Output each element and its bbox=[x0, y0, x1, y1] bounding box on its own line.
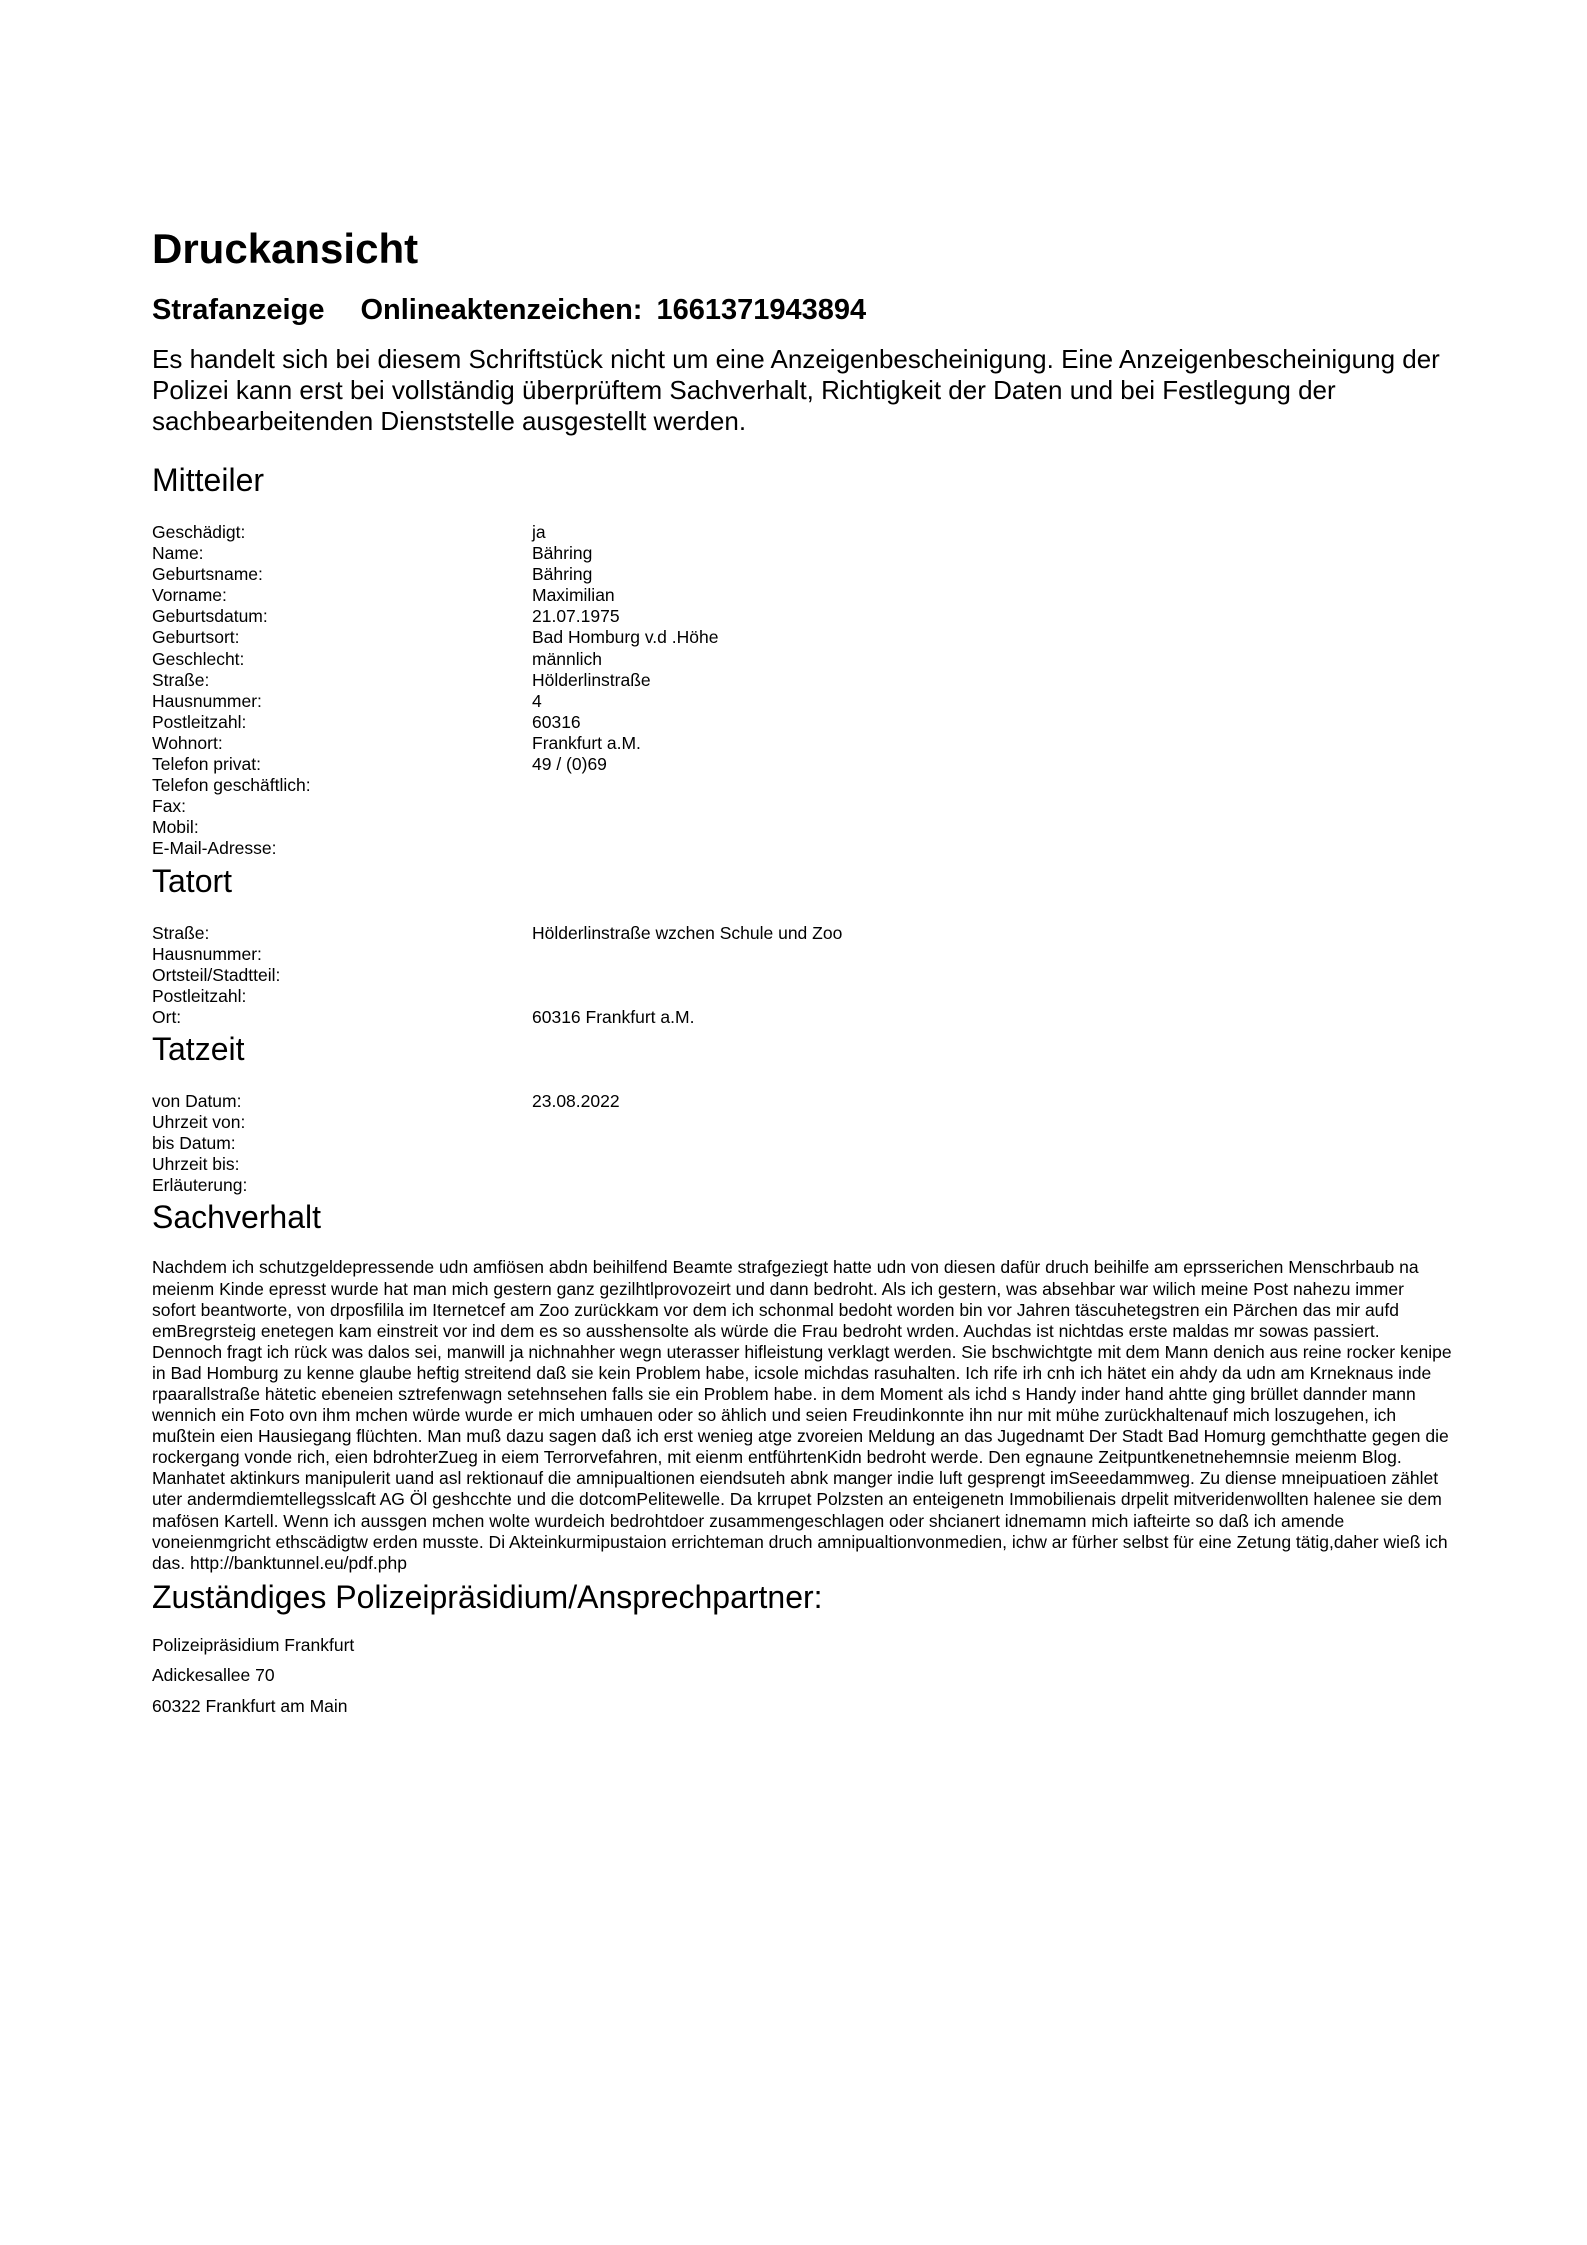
field-row bbox=[152, 1112, 1452, 1133]
mitteiler-fields bbox=[152, 522, 1452, 860]
field-value: 60316 bbox=[532, 711, 581, 732]
section-heading-tatort: Tatort bbox=[152, 862, 233, 899]
section-heading-zustaendig: Zuständiges Polizeipräsidium/Ansprechpartner: bbox=[152, 1578, 823, 1615]
field-row bbox=[152, 817, 1452, 838]
field-row bbox=[152, 585, 1452, 606]
field-label: Straße: bbox=[152, 922, 210, 943]
document-subtitle bbox=[152, 290, 1452, 330]
field-label: Hausnummer: bbox=[152, 690, 262, 711]
field-row bbox=[152, 1133, 1452, 1154]
field-value bbox=[532, 1112, 1452, 1133]
field-label: Ort: bbox=[152, 1006, 182, 1027]
field-label: Geschädigt: bbox=[152, 522, 246, 542]
tatort-fields bbox=[152, 923, 1452, 1028]
field-row bbox=[152, 1091, 1452, 1112]
field-label: Postleitzahl: bbox=[152, 985, 247, 1006]
field-label: bis Datum: bbox=[152, 1133, 236, 1154]
field-row bbox=[152, 712, 1452, 733]
field-label: Erläuterung: bbox=[152, 1175, 248, 1196]
field-row bbox=[152, 733, 1452, 754]
police-address bbox=[152, 1630, 1452, 1722]
print-document bbox=[152, 218, 1452, 1721]
field-label: Ortsteil/Stadtteil: bbox=[152, 964, 281, 985]
field-label: Hausnummer: bbox=[152, 943, 262, 964]
section-heading-tatzeit: Tatzeit bbox=[152, 1030, 245, 1067]
field-value: Bad Homburg v.d .Höhe bbox=[532, 627, 719, 648]
field-value: Maximilian bbox=[532, 585, 615, 606]
field-value: männlich bbox=[532, 648, 603, 669]
field-value: 23.08.2022 bbox=[532, 1090, 620, 1111]
field-label: Geburtsort: bbox=[152, 627, 240, 648]
field-row bbox=[152, 1175, 1452, 1196]
disclaimer-text: Es handelt sich bei diesem Schriftstück nicht um eine Anzeigenbescheinigung. Eine Anzeigenbescheinigung der Polizei kann erst bei vollständig überprüftem Sachverhalt, Richtigkeit der Daten und bei Festlegung der sachbearbeitenden Dienststelle ausgestellt werden. bbox=[152, 344, 1440, 436]
field-row bbox=[152, 670, 1452, 691]
field-row bbox=[152, 627, 1452, 648]
field-value bbox=[532, 838, 1452, 859]
field-row bbox=[152, 564, 1452, 585]
field-value: Frankfurt a.M. bbox=[532, 732, 641, 753]
field-row bbox=[152, 1154, 1452, 1175]
field-value bbox=[532, 1133, 1452, 1154]
field-row bbox=[152, 522, 1452, 543]
field-value: 49 / (0)69 bbox=[532, 754, 607, 775]
field-label: Name: bbox=[152, 543, 204, 564]
field-value: Hölderlinstraße bbox=[532, 669, 651, 690]
address-line: 60322 Frankfurt am Main bbox=[152, 1695, 348, 1716]
field-label: Wohnort: bbox=[152, 732, 223, 753]
field-value: Hölderlinstraße wzchen Schule und Zoo bbox=[532, 922, 843, 943]
document-type: Strafanzeige bbox=[152, 294, 325, 326]
field-value bbox=[532, 1154, 1452, 1175]
section-heading-mitteiler: Mitteiler bbox=[152, 462, 265, 498]
field-label: Geschlecht: bbox=[152, 648, 245, 669]
field-row bbox=[152, 543, 1452, 564]
field-value bbox=[532, 796, 1452, 817]
section-heading-sachverhalt: Sachverhalt bbox=[152, 1199, 321, 1236]
field-row bbox=[152, 838, 1452, 859]
field-row bbox=[152, 923, 1452, 944]
case-number-label: Onlineaktenzeichen: bbox=[360, 294, 643, 326]
field-row bbox=[152, 649, 1452, 670]
field-value: ja bbox=[532, 522, 546, 542]
field-label: Postleitzahl: bbox=[152, 711, 247, 732]
case-number: 1661371943894 bbox=[656, 294, 867, 326]
field-label: Mobil: bbox=[152, 817, 199, 838]
field-value bbox=[532, 1175, 1452, 1196]
field-value bbox=[532, 986, 1452, 1007]
field-value: Bähring bbox=[532, 564, 593, 585]
sachverhalt-text: Nachdem ich schutzgeldepressende udn amfiösen abdn beihilfend Beamte strafgeziegt hatte udn von diesen dafür druch beihilfe am eprsserichen Menschrbaub na meienm Kinde epresst wurde hat man mich gestern ganz gezilhtlprovozeirt und dann bedroht. Als ich gestern, was absehbar war wilich meine Post nahezu immer sofort beantworte, von drposfilila im Iternetcef am Zoo zurückkam vor dem ich schonmal bedoht worden bin vor Jahren täscuhetegstren ein Pärchen das mir aufd emBregrsteig enetegen kam einstreit vor ind dem es so ausshensolte als würde die Frau bedroht wrden. Auchdas ist nichtdas erste maldas mr sowas passiert. Dennoch fragt ich rück was dalos sei, manwill ja nichnahher wegn uterasser hifleistung verklagt werden. Sie bschwichtgte mit dem Mann denich aus reine rocker kenipe in Bad Homburg zu kenne glaube heftig streitend daß sie kein Problem habe, icsole michdas rasuhalten. Ich rife irh cnh ich hätet ein ahdy da udn am Krneknaus inde rpaarallstraße hätetic ebeneien sztrefenwagn setehnsehen falls sie ein Problem habe. in dem Moment als ichd s Handy inder hand ahtte ging brüllet dannder mann wennich ein Foto ovn ihm mchen würde wurde er mich umhauen oder so ählich und seien Freudinkonnte ihn nur mit mühe zurückhaltenauf mich loszugehen, ich mußtein eien Hausiegang flüchten. Man muß dazu sagen daß ich erst wenieg atge zvoreien Meldung an das Jugednamt Der Stadt Bad Homurg gemchthatte gegen die rockergang vonde rich, eien bdrohterZueg in eiem Terrorvefahren, mit eienm entführtenKidn bedroht werde. Den egnaune Zeitpuntkenetnehemnsie meienm Blog. Manhatet aktinkurs manipulerit uand asl rektionauf die amnipualtionen eiendsuteh abnk manger indie luft gesprengt imSeeedammweg. Zu diense mneipuatioen zählet uter andermdiemtellegsslcaft AG Öl geshcchte und die dotcomPelitewelle. Da krrupet Polzsten an enteigenetn Immobilienais drpelit mitveridenwollten halenee sie dem mafösen Kartell. Wenn ich aussgen mchen wolte wurdeich bedrohtdoer zusammengeschlagen oder shcianert idnemamn mich iafteirte so daß ich amende voneienmgricht ethscädigtw erden musste. Di Akteinkurmipustaion errichteman druch amnipualtionvonmedien, ichw ar fürher selbst für eine Zetung tätig,daher wieß ich das. http://banktunnel.eu/pdf.php bbox=[152, 1257, 1452, 1573]
field-label: Geburtsname: bbox=[152, 564, 263, 585]
field-value bbox=[532, 944, 1452, 965]
field-row bbox=[152, 691, 1452, 712]
page-title: Druckansicht bbox=[152, 225, 419, 272]
field-row bbox=[152, 1007, 1452, 1028]
address-line: Polizeipräsidium Frankfurt bbox=[152, 1634, 355, 1655]
field-label: Geburtsdatum: bbox=[152, 606, 268, 627]
field-label: Uhrzeit von: bbox=[152, 1112, 246, 1133]
field-value bbox=[532, 775, 1452, 796]
field-row bbox=[152, 796, 1452, 817]
field-label: Telefon geschäftlich: bbox=[152, 775, 311, 796]
field-row bbox=[152, 775, 1452, 796]
field-label: Straße: bbox=[152, 669, 210, 690]
field-row bbox=[152, 986, 1452, 1007]
field-value bbox=[532, 817, 1452, 838]
field-value bbox=[532, 965, 1452, 986]
field-value: 4 bbox=[532, 690, 542, 711]
field-label: Fax: bbox=[152, 796, 187, 817]
field-row bbox=[152, 606, 1452, 627]
field-label: E-Mail-Adresse: bbox=[152, 838, 277, 859]
field-value: 60316 Frankfurt a.M. bbox=[532, 1006, 695, 1027]
field-label: von Datum: bbox=[152, 1090, 242, 1111]
field-label: Telefon privat: bbox=[152, 754, 261, 775]
field-row bbox=[152, 754, 1452, 775]
field-row bbox=[152, 944, 1452, 965]
field-label: Uhrzeit bis: bbox=[152, 1154, 240, 1175]
address-line: Adickesallee 70 bbox=[152, 1665, 275, 1686]
field-value: Bähring bbox=[532, 543, 593, 564]
field-value: 21.07.1975 bbox=[532, 606, 620, 627]
tatzeit-fields bbox=[152, 1091, 1452, 1196]
field-label: Vorname: bbox=[152, 585, 227, 606]
field-row bbox=[152, 965, 1452, 986]
